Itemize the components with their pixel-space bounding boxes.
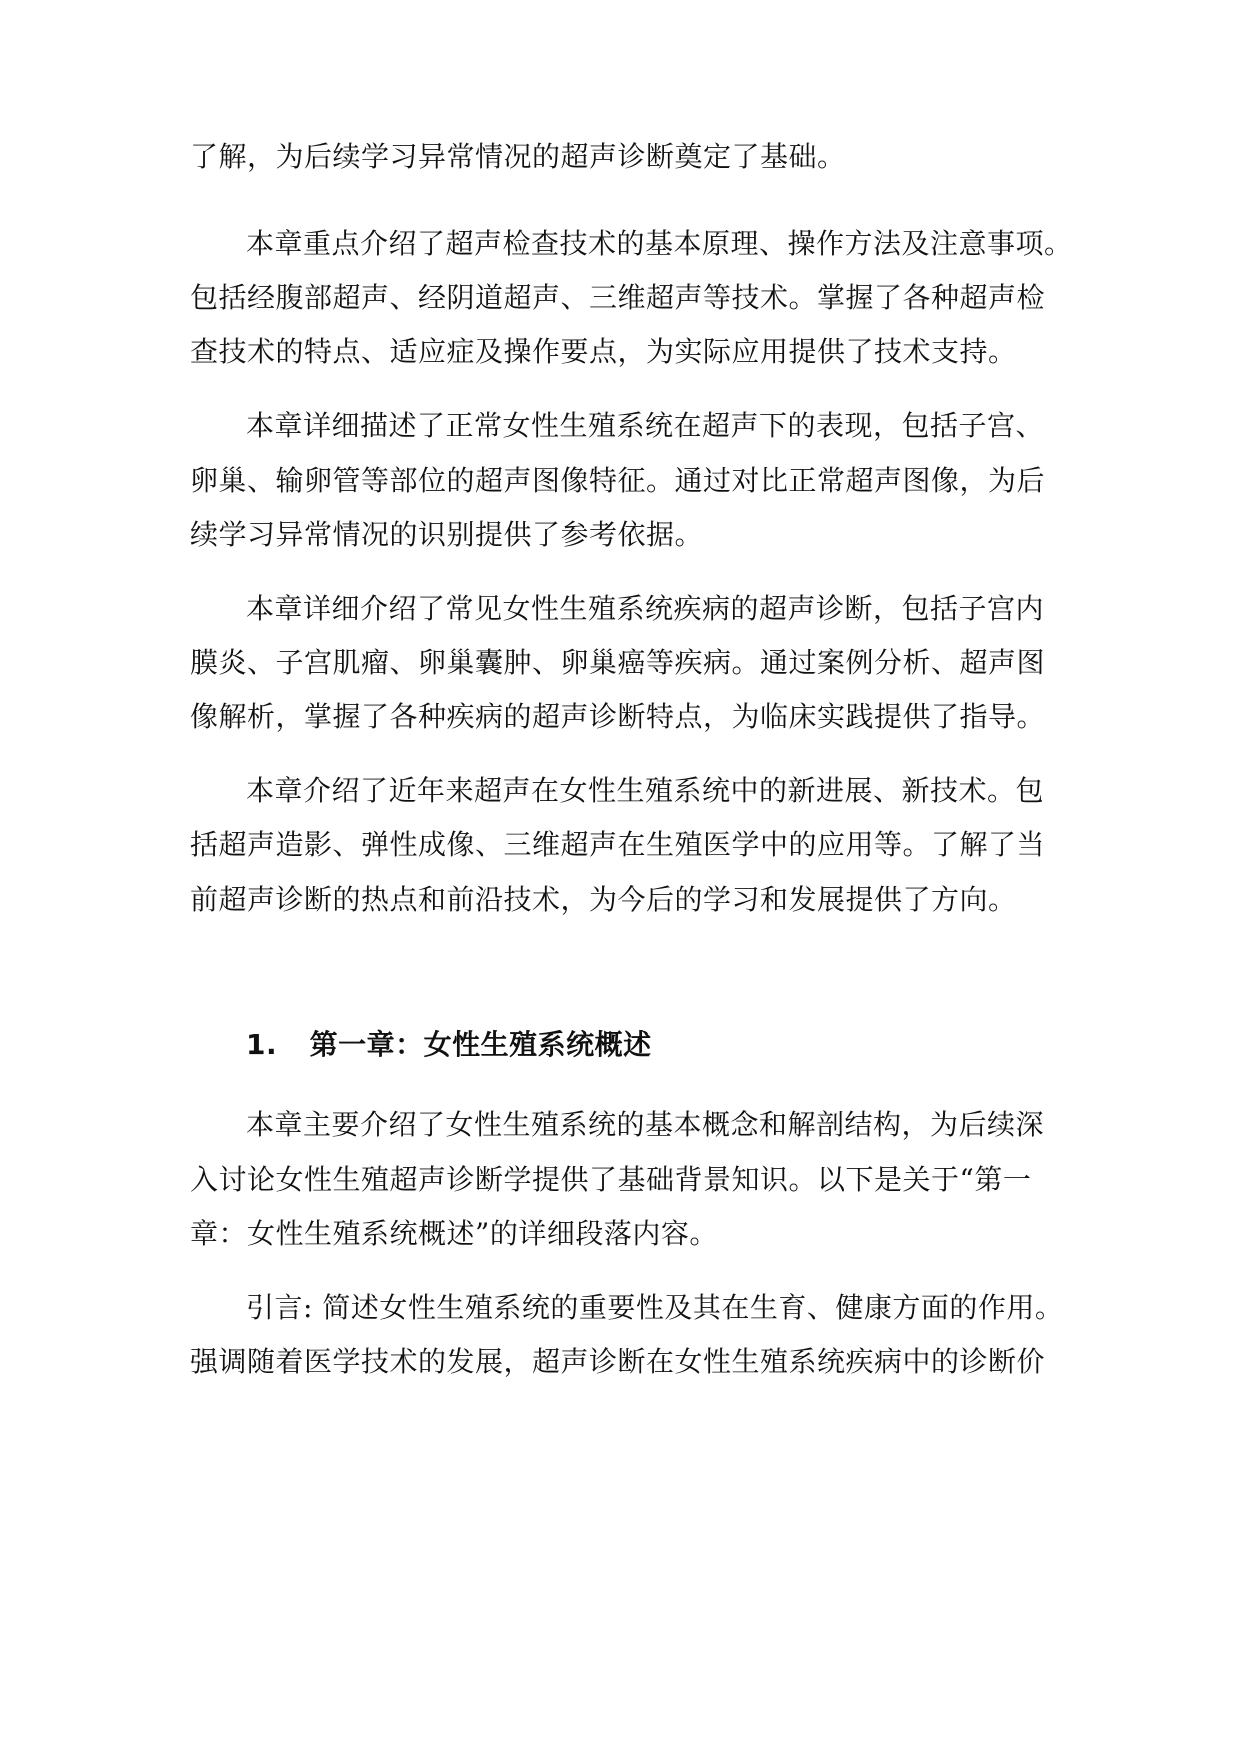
text-line: 本章详细介绍了常见女性生殖系统疾病的超声诊断，包括子宫内 (246, 592, 1045, 625)
text-line: 包括经腹部超声、经阴道超声、三维超声等技术。掌握了各种超声检 (190, 281, 1046, 314)
text-line: 膜炎、子宫肌瘤、卵巢囊肿、卵巢癌等疾病。通过案例分析、超声图 (190, 646, 1046, 679)
text-line: 续学习异常情况的识别提供了参考依据。 (190, 518, 704, 551)
text-line: 了解，为后续学习异常情况的超声诊断奠定了基础。 (190, 140, 846, 173)
heading-number: 1. (246, 1028, 278, 1061)
text-line: 像解析，掌握了各种疾病的超声诊断特点，为临床实践提供了指导。 (190, 700, 1046, 733)
text-line: 本章详细描述了正常女性生殖系统在超声下的表现，包括子宫、 (246, 409, 1045, 442)
text-line: 本章重点介绍了超声检查技术的基本原理、操作方法及注意事项。 (246, 227, 1073, 260)
text-line: 括超声造影、弹性成像、三维超声在生殖医学中的应用等。了解了当 (190, 828, 1046, 861)
text-line: 查技术的特点、适应症及操作要点，为实际应用提供了技术支持。 (190, 335, 1017, 368)
text-line: 章：女性生殖系统概述”的详细段落内容。 (190, 1217, 718, 1250)
text-line: 卵巢、输卵管等部位的超声图像特征。通过对比正常超声图像，为后 (190, 464, 1046, 497)
heading-title: 第一章：女性生殖系统概述 (309, 1028, 652, 1061)
section-heading (246, 1025, 652, 1065)
text-line: 强调随着医学技术的发展，超声诊断在女性生殖系统疾病中的诊断价 (190, 1345, 1046, 1378)
text-line: 本章介绍了近年来超声在女性生殖系统中的新进展、新技术。包 (246, 774, 1045, 807)
text-line: 本章主要介绍了女性生殖系统的基本概念和解剖结构，为后续深 (246, 1108, 1045, 1141)
text-line: 入讨论女性生殖超声诊断学提供了基础背景知识。以下是关于“第一 (190, 1163, 1032, 1196)
text-line: 前超声诊断的热点和前沿技术，为今后的学习和发展提供了方向。 (190, 883, 1017, 916)
text-line: 引言: 简述女性生殖系统的重要性及其在生育、健康方面的作用。 (246, 1291, 1064, 1324)
